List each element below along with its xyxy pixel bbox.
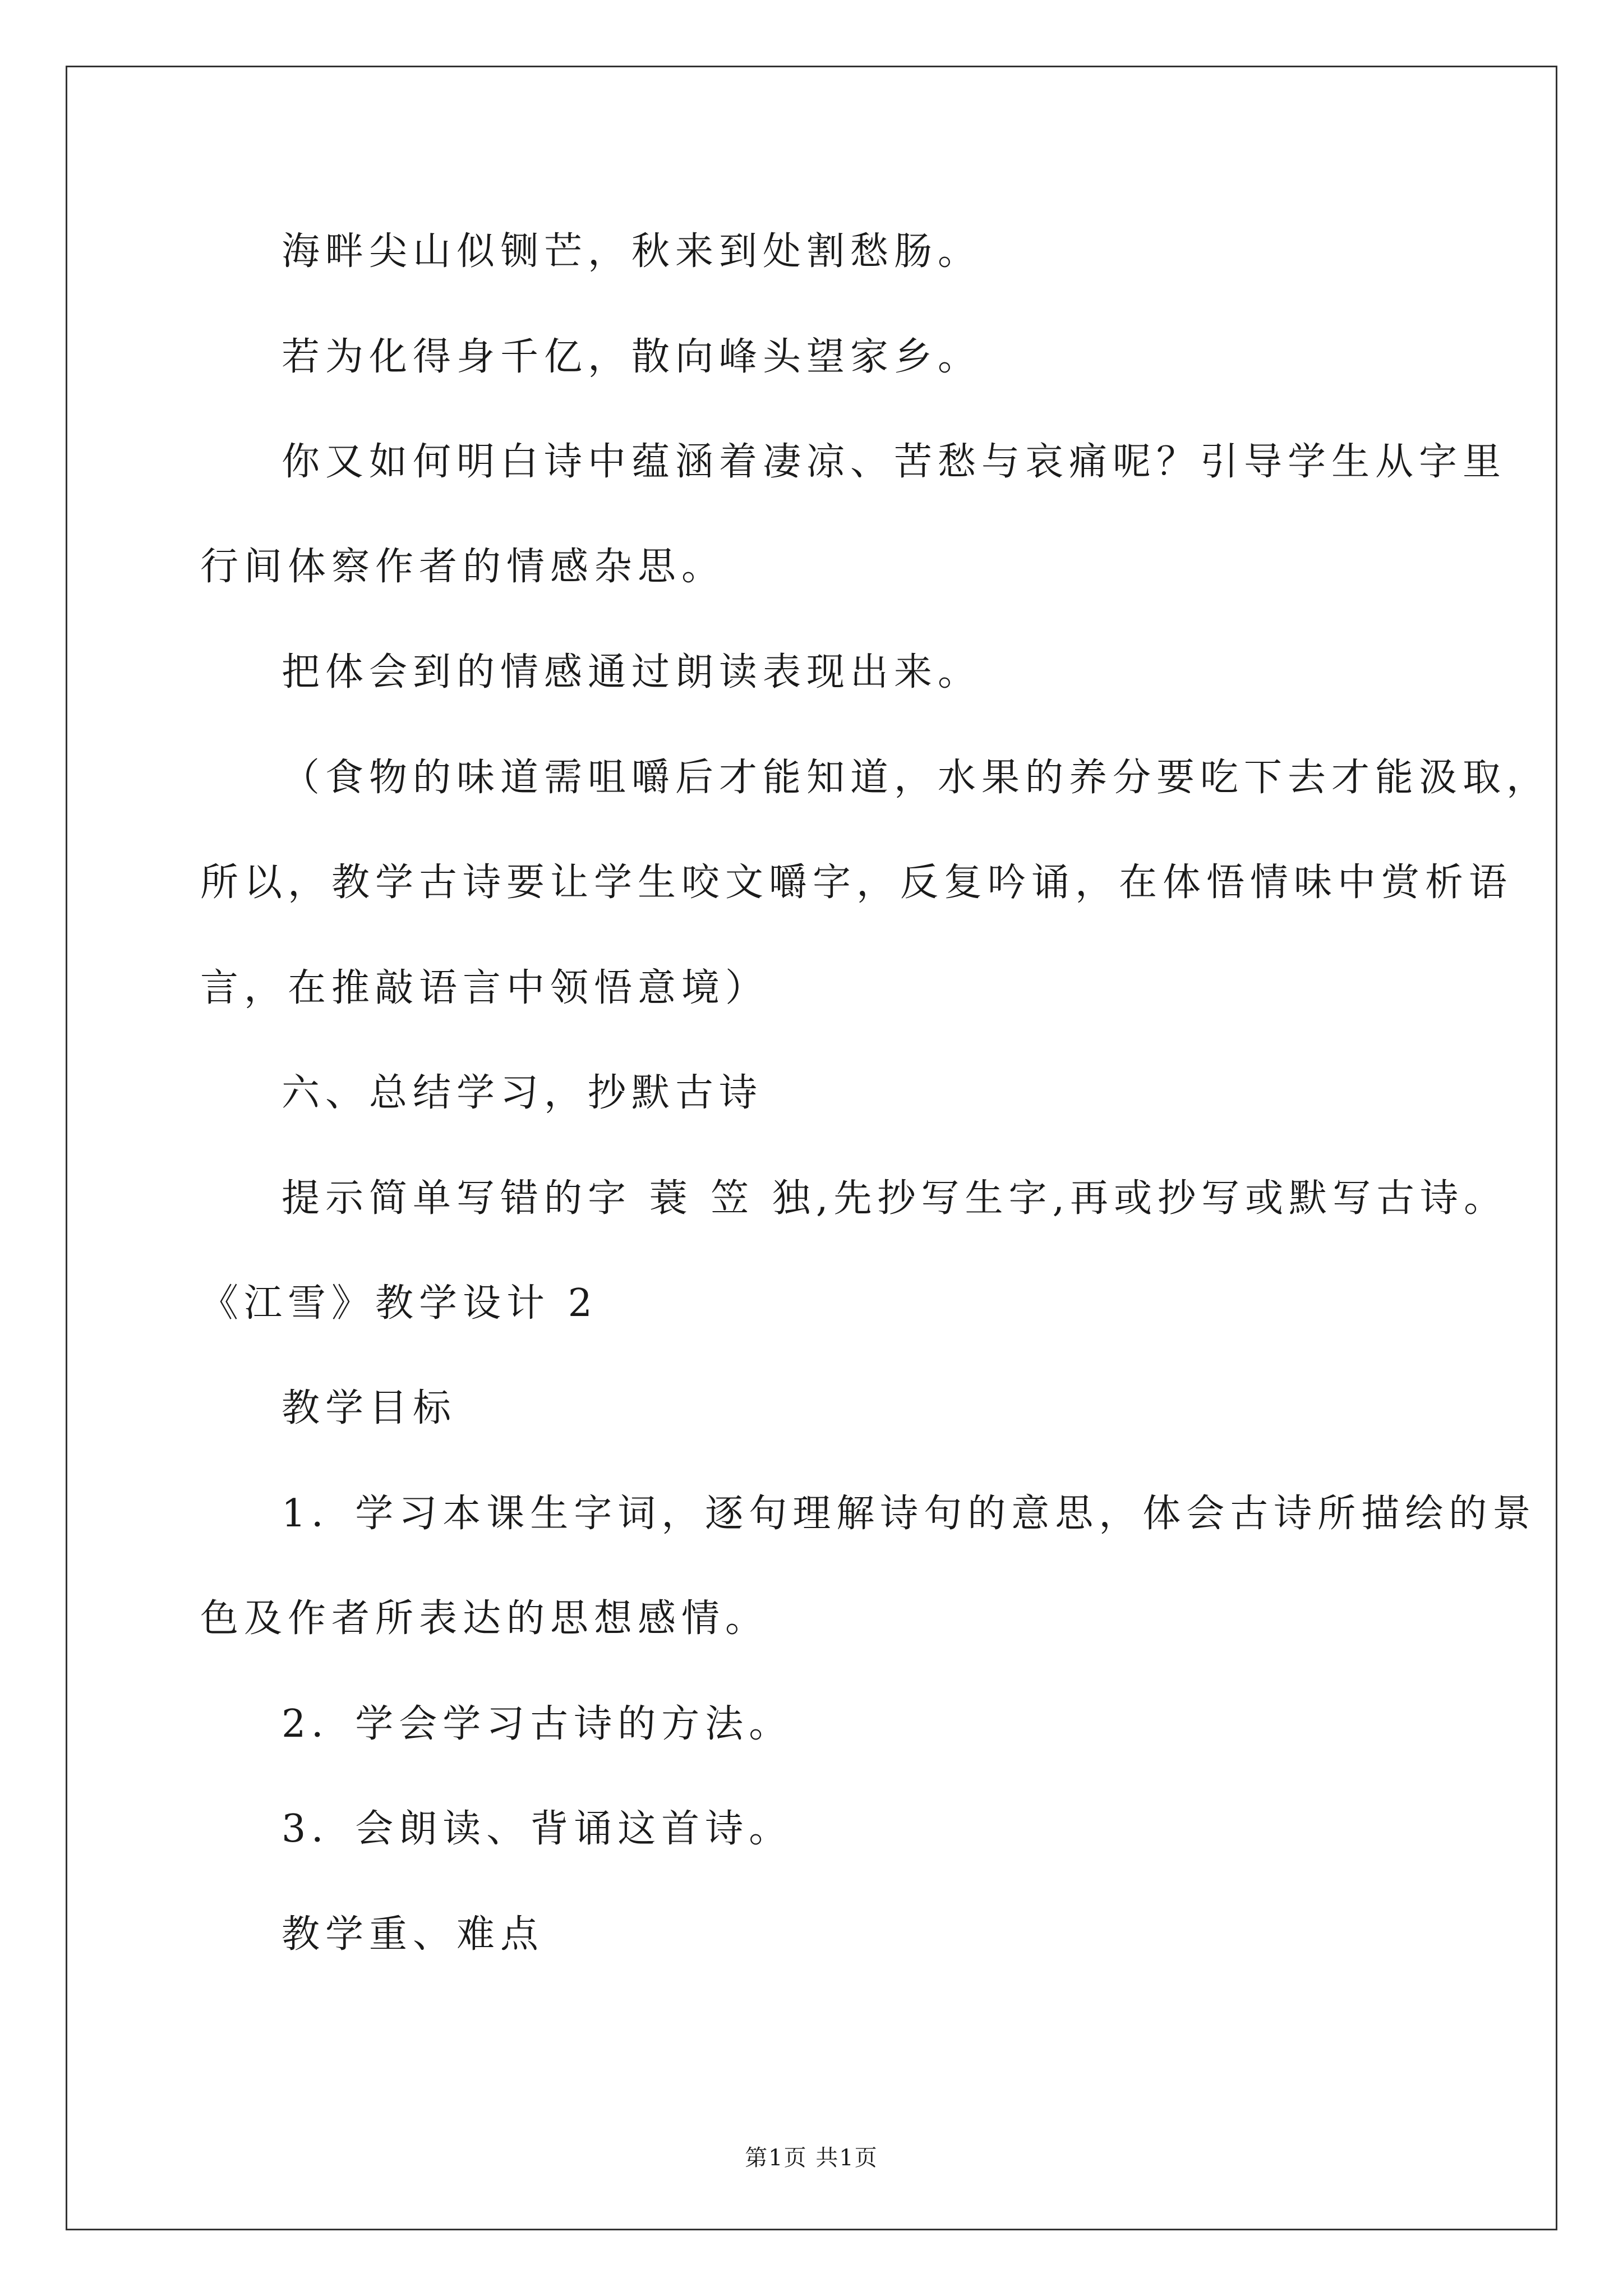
poem-line-1: 海畔尖山似铡芒，秋来到处割愁肠。 [282, 229, 982, 274]
page-number: 第1页 共1页 [745, 2145, 878, 2171]
document-title: 《江雪》教学设计 2 [200, 1281, 598, 1326]
paragraph-line: 把体会到的情感通过朗读表现出来。 [282, 650, 982, 694]
paragraph-line: 行间体察作者的情感杂思。 [200, 545, 726, 589]
paragraph-line: 提示简单写错的字 蓑 笠 独,先抄写生字,再或抄写或默写古诗。 [282, 1176, 1508, 1221]
paragraph-line: 言，在推敲语言中领悟意境） [200, 966, 769, 1010]
list-item: 2．学会学习古诗的方法。 [282, 1702, 793, 1746]
section-heading: 教学目标 [282, 1386, 457, 1430]
poem-line-2: 若为化得身千亿，散向峰头望家乡。 [282, 335, 982, 379]
section-heading: 教学重、难点 [282, 1912, 545, 1957]
paragraph-line: （食物的味道需咀嚼后才能知道，水果的养分要吃下去才能汲取， [282, 756, 1551, 800]
list-item: 3．会朗读、背诵这首诗。 [282, 1807, 793, 1851]
page-border [66, 66, 1557, 2230]
paragraph-line: 所以，教学古诗要让学生咬文嚼字，反复吟诵，在体悟情味中赏析语 [200, 861, 1513, 905]
section-heading: 六、总结学习，抄默古诗 [282, 1071, 763, 1115]
paragraph-line: 你又如何明白诗中蕴涵着凄凉、苦愁与哀痛呢？引导学生从字里 [282, 440, 1507, 484]
list-item: 1．学习本课生字词，逐句理解诗句的意思，体会古诗所描绘的景 [282, 1492, 1537, 1536]
list-item-continuation: 色及作者所表达的思想感情。 [200, 1596, 769, 1641]
